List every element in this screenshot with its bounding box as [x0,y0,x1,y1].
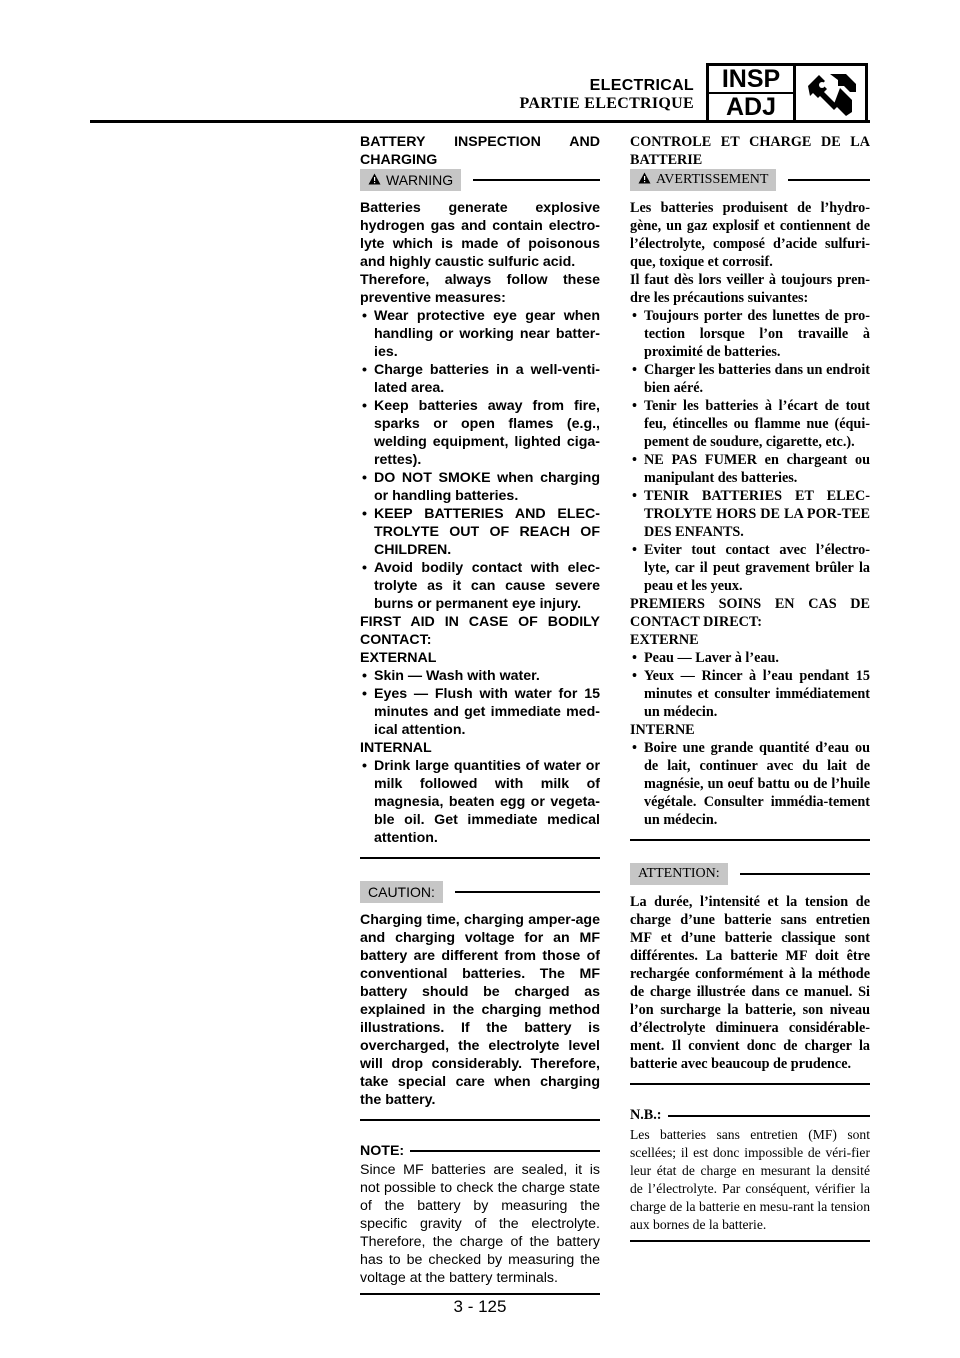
list-item: • Toujours porter des lunettes de pro-tection lorsque l’on travaille à proximité de batteries. [630,307,870,361]
wrench-icon [796,66,865,120]
warning-header-fr [630,169,870,191]
french-column [630,133,870,1264]
list-item: • TENIR BATTERIES ET ELEC-TROLYTE HORS DE LA POR-TEE DES ENFANTS. [630,487,870,541]
warning-tag-fr [630,169,776,191]
badge-insp: INSP [709,66,793,94]
list-item: • Charger les batteries dans un endroit bien aéré. [630,361,870,397]
warning-end-rule-fr [630,839,870,841]
external-label-fr: EXTERNE [630,632,699,648]
note-header-en [360,1143,600,1159]
list-item: • Peau — Laver à l’eau. [630,649,870,667]
english-column [360,133,600,1317]
list-item: • DO NOT SMOKE when charging or handling batteries. [360,469,600,505]
first-aid-en: FIRST AID IN CASE OF BODILY CONTACT: [360,614,600,648]
badge-adj: ADJ [725,92,776,121]
warning-header-en [360,169,600,191]
first-aid-fr: PREMIERS SOINS EN CAS DE CONTACT DIRECT: [630,596,870,630]
page-number: 3 - 125 [453,1297,507,1316]
list-item: • Skin — Wash with water. [360,667,600,685]
warning-measures-en: Therefore, always follow these preventive measures: [360,272,600,306]
note-end-rule-en [360,1293,600,1295]
caution-end-rule-en [360,1119,600,1121]
warning-triangle-icon [638,172,651,189]
note-text-en: Since MF batteries are sealed, it is not possible to check the charge state of the battery by measuring the specific gravity of the electrolyte. Therefore, the charge of the battery has to be checked by measuring the voltage at the battery terminals. [360,1162,600,1286]
warning-rule-fr [788,179,870,181]
caution-rule-en [455,891,600,893]
internal-list-fr [630,739,870,829]
note-header-fr [630,1107,870,1124]
warning-list-fr [630,307,870,595]
list-item: • Keep batteries away from fire, sparks or open flames (e.g., welding equipment, lighted ciga-rettes). [360,397,600,469]
note-rule-en [410,1150,600,1152]
badge-text-block [709,66,796,120]
list-item: • KEEP BATTERIES AND ELEC-TROLYTE OUT OF REACH OF CHILDREN. [360,505,600,559]
caution-tag-en: CAUTION: [360,881,443,903]
note-end-rule-fr [630,1240,870,1242]
list-item: • Eyes — Flush with water for 15 minutes and get immediate med-ical attention. [360,685,600,739]
note-label-fr: N.B.: [630,1107,662,1123]
caution-header-fr [630,863,870,885]
warning-list-en [360,307,600,613]
warning-intro-en: Batteries generate explosive hydrogen gas and contain electro-lyte which is made of poisonous and highly caustic sulfuric acid. [360,200,600,270]
internal-list-en [360,757,600,847]
warning-end-rule-en [360,857,600,859]
caution-end-rule-fr [630,1083,870,1085]
list-item: • NE PAS FUMER en chargeant ou manipulant des batteries. [630,451,870,487]
note-rule-fr [668,1115,870,1117]
section-title-en: ELECTRICAL [589,77,694,94]
warning-label-en: WARNING [386,172,454,188]
list-item: • Drink large quantities of water or milk followed with milk of magnesia, beaten egg or vegeta-ble oil. Get immediate medical attention. [360,757,600,847]
caution-tag-fr: ATTENTION: [630,863,728,885]
note-label-en: NOTE: [360,1143,405,1159]
list-item: • Eviter tout contact avec l’électro-lyte, car il peut gravement brûler la peau et les yeux. [630,541,870,595]
heading-fr: CONTROLE ET CHARGE DE LA BATTERIE [630,134,870,168]
warning-label-fr: AVERTISSEMENT [656,172,769,187]
list-item: • Avoid bodily contact with elec-trolyte as it can cause severe burns or permanent eye injury. [360,559,600,613]
internal-label-fr: INTERNE [630,722,695,738]
warning-rule-en [473,179,600,181]
list-item: • Charge batteries in a well-venti-lated area. [360,361,600,397]
heading-en: BATTERY INSPECTION AND CHARGING [360,134,600,168]
external-label-en: EXTERNAL [360,650,437,666]
list-item: • Wear protective eye gear when handling or working near batter-ies. [360,307,600,361]
caution-header-en [360,881,600,903]
warning-measures-fr: Il faut dès lors veiller à toujours pren-dre les précautions suivantes: [630,272,870,306]
warning-intro-fr: Les batteries produisent de l’hydro-gène, un gaz explosif et contiennent de l’électrolyte, composé d’acide sulfuri-que, toxique et corrosif. [630,200,870,270]
caution-text-fr: La durée, l’intensité et la tension de charge d’une batterie sans entretien MF et d’une batterie classique sont différentes. La batterie MF doit être rechargée conformément à la méthode de charge illustrée dans ce manuel. Si l’on surcharge la batterie, son niveau d’électrolyte diminuera considérable-ment. Il convient donc de charger la batterie avec beaucoup de prudence. [630,894,870,1072]
internal-label-en: INTERNAL [360,740,432,756]
insp-adj-badge [706,63,868,123]
note-text-fr: Les batteries sans entretien (MF) sont scellées; il est donc impossible de véri-fier leur état de charge en mesurant la densité de l’électrolyte. Par conséquent, vérifier la charge de la batterie en mesu-rant la tension aux bornes de la batterie. [630,1127,870,1232]
list-item: • Boire une grande quantité d’eau ou de lait, continuer avec du lait de magnésie, un oeuf battu ou de l’huile végétale. Consulter immédia-tement un médecin. [630,739,870,829]
external-list-fr [630,649,870,721]
warning-triangle-icon [368,172,381,188]
caution-rule-fr [740,873,870,875]
external-list-en [360,667,600,739]
list-item: • Tenir les batteries à l’écart de tout feu, étincelles ou flamme nue (équi-pement de soudure, cigarette, etc.). [630,397,870,451]
section-title-fr: PARTIE ELECTRIQUE [519,95,694,112]
warning-tag-en [360,169,461,191]
caution-text-en: Charging time, charging amper-age and charging voltage for an MF battery are different from those of conventional batteries. The MF battery should be charged as explained in the charging method illustrations. If the battery is overcharged, the electrolyte level will drop considerably. Therefore, take special care when charging the battery. [360,912,600,1108]
list-item: • Yeux — Rincer à l’eau pendant 15 minutes et consulter immédiatement un médecin. [630,667,870,721]
